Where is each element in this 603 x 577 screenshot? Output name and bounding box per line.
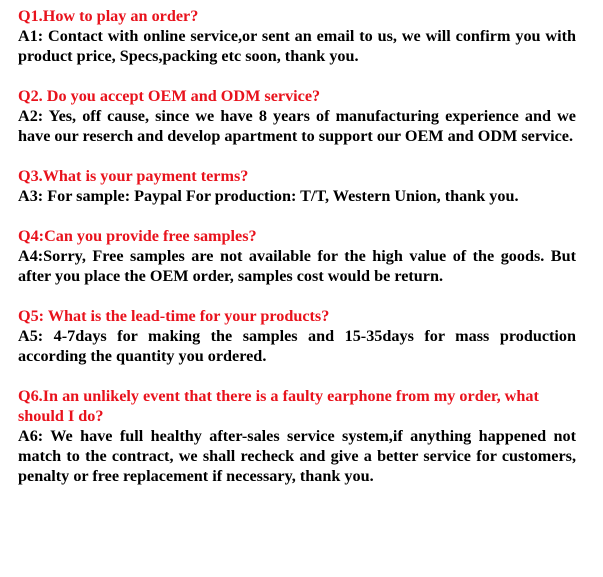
faq-item-4 <box>18 226 576 286</box>
faq-answer-1: A1: Contact with online service,or sent an email to us, we will confirm you with product price, Specs,packing etc soon, thank you. <box>18 27 576 65</box>
faq-item-6 <box>18 386 576 486</box>
faq-item-2 <box>18 86 576 146</box>
faq-answer-5: A5: 4-7days for making the samples and 15-35days for mass production according the quantity you ordered. <box>18 327 576 365</box>
faq-item-5 <box>18 306 576 366</box>
faq-answer-6: A6: We have full healthy after-sales service system,if anything happened not match to the contract, we shall recheck and give a better service for customers, penalty or free replacement if necessary, thank you. <box>18 427 576 485</box>
faq-question-4: Q4:Can you provide free samples? <box>18 227 257 245</box>
faq-question-3: Q3.What is your payment terms? <box>18 167 249 185</box>
faq-item-3 <box>18 166 576 206</box>
faq-document <box>18 6 576 506</box>
faq-item-1 <box>18 6 576 66</box>
faq-answer-2: A2: Yes, off cause, since we have 8 years of manufacturing experience and we have our reserch and develop apartment to support our OEM and ODM service. <box>18 107 576 145</box>
faq-answer-4: A4:Sorry, Free samples are not available for the high value of the goods. But after you place the OEM order, samples cost would be return. <box>18 247 576 285</box>
faq-answer-3: A3: For sample: Paypal For production: T/T, Western Union, thank you. <box>18 187 519 205</box>
faq-question-1: Q1.How to play an order? <box>18 7 199 25</box>
faq-question-6: Q6.In an unlikely event that there is a faulty earphone from my order, what should I do? <box>18 387 539 425</box>
faq-question-2: Q2. Do you accept OEM and ODM service? <box>18 87 321 105</box>
faq-question-5: Q5: What is the lead-time for your products? <box>18 307 330 325</box>
